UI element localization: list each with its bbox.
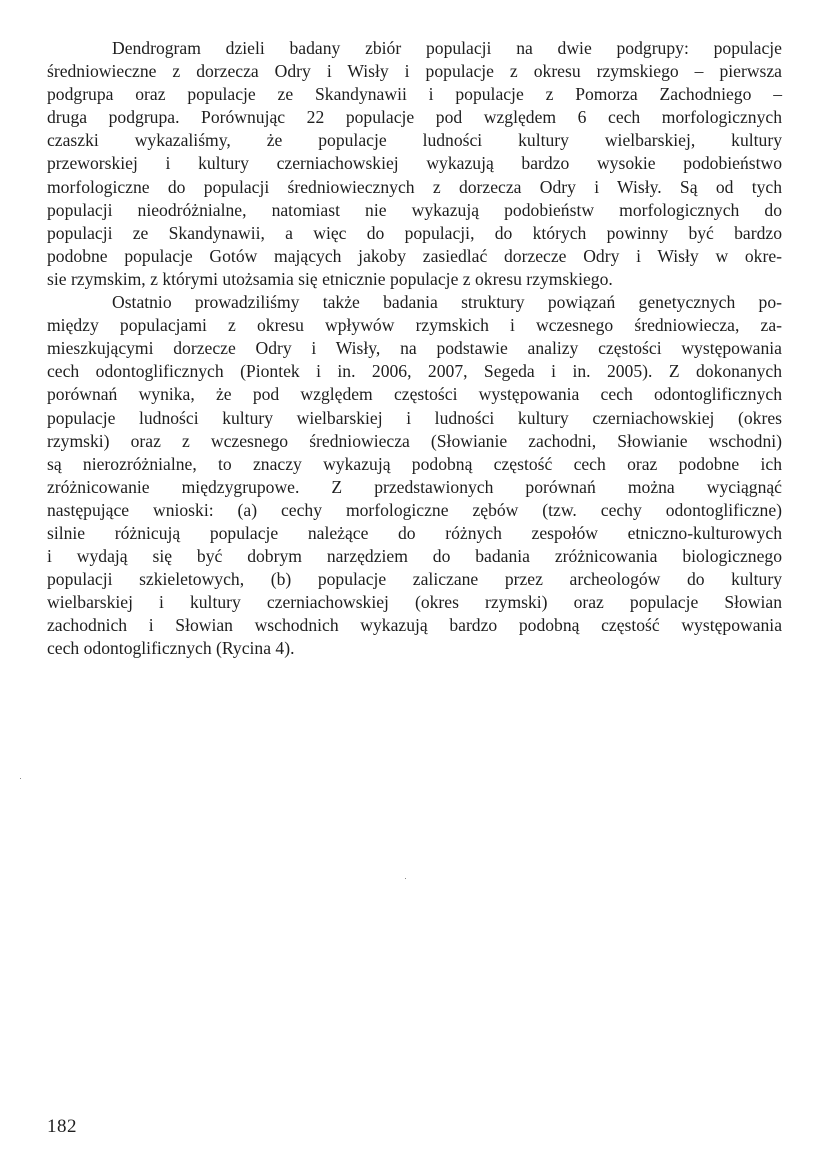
page-number: 182 [47, 1116, 77, 1137]
text-line: wielbarskiej i kultury czerniachowskiej (okres rzymski) oraz populacje Słowian [47, 592, 782, 613]
text-line: Ostatnio prowadziliśmy także badania struktury powiązań genetycznych po- [112, 292, 782, 313]
text-line: mieszkującymi dorzecze Odry i Wisły, na podstawie analizy częstości występowania [47, 338, 782, 359]
text-line: populacji ze Skandynawii, a więc do populacji, do których powinny być bardzo [47, 222, 782, 243]
text-line: druga podgrupa. Porównując 22 populacje pod względem 6 cech morfologicznych [47, 107, 782, 128]
text-line: Dendrogram dzieli badany zbiór populacji na dwie podgrupy: populacje [112, 38, 782, 58]
text-line: silnie różnicują populacje należące do różnych zespołów etniczno-kulturowych [47, 522, 782, 543]
text-line: następujące wnioski: (a) cechy morfologiczne zębów (tzw. cechy odontoglificzne) [47, 499, 782, 520]
body-text [47, 37, 782, 661]
text-line: są nierozróżnialne, to znaczy wykazują podobną częstość cech oraz podobne ich [47, 453, 782, 474]
text-line: cech odontoglificznych (Rycina 4). [47, 638, 295, 659]
scan-speck [20, 778, 21, 779]
text-line: populacji nieodróżnialne, natomiast nie wykazują podobieństw morfologicznych do [47, 199, 782, 220]
text-line: między populacjami z okresu wpływów rzymskich i wczesnego średniowiecza, za- [47, 315, 782, 336]
text-line: i wydają się być dobrym narzędziem do badania zróżnicowania biologicznego [47, 546, 782, 567]
text-line: przeworskiej i kultury czerniachowskiej wykazują bardzo wysokie podobieństwo [47, 153, 782, 174]
text-line: czaszki wykazaliśmy, że populacje ludności kultury wielbarskiej, kultury [47, 130, 782, 151]
text-line: rzymski) oraz z wczesnego średniowiecza (Słowianie zachodni, Słowianie wschodni) [47, 430, 782, 451]
text-line: populacji szkieletowych, (b) populacje zaliczane przez archeologów do kultury [47, 569, 782, 590]
text-line: sie rzymskim, z którymi utożsamia się etnicznie populacje z okresu rzymskiego. [47, 268, 613, 289]
text-line: zachodnich i Słowian wschodnich wykazują bardzo podobną częstość występowania [47, 615, 782, 636]
text-line: zróżnicowanie międzygrupowe. Z przedstawionych porównań można wyciągnąć [47, 476, 782, 497]
text-line: populacje ludności kultury wielbarskiej i ludności kultury czerniachowskiej (okres [47, 407, 782, 428]
scan-speck [405, 878, 406, 879]
text-line: morfologiczne do populacji średniowiecznych z dorzecza Odry i Wisły. Są od tych [47, 176, 782, 197]
text-line: porównań wynika, że pod względem częstości występowania cech odontoglificznych [47, 384, 782, 405]
text-line: średniowieczne z dorzecza Odry i Wisły i populacje z okresu rzymskiego – pierwsza [47, 61, 782, 82]
text-line: podgrupa oraz populacje ze Skandynawii i populacje z Pomorza Zachodniego – [47, 84, 782, 105]
text-line: cech odontoglificznych (Piontek i in. 2006, 2007, Segeda i in. 2005). Z dokonanych [47, 361, 782, 382]
text-line: podobne populacje Gotów mających jakoby zasiedlać dorzecze Odry i Wisły w okre- [47, 245, 782, 266]
